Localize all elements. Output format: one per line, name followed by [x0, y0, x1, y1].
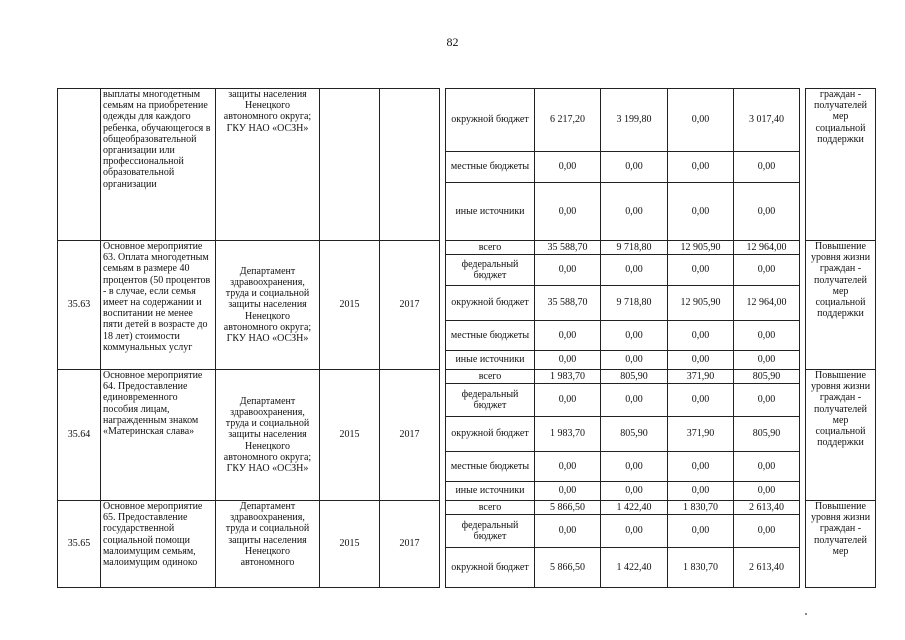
funding-value: 9 718,80: [601, 286, 668, 321]
executor: Департамент здравоохранения, труда и социальной защиты населения Ненецкого автономного округа; ГКУ НАО «ОСЗН»: [216, 370, 320, 501]
funding-value: 0,00: [668, 255, 734, 286]
program-measures-table: [57, 88, 876, 588]
funding-value: 0,00: [535, 152, 601, 183]
funding-value: 0,00: [535, 321, 601, 351]
funding-value: 0,00: [734, 452, 800, 482]
funding-value: 0,00: [668, 482, 734, 501]
funding-value: 2 613,40: [734, 501, 800, 515]
end-year: 2017: [380, 501, 440, 588]
executor: Департамент здравоохранения, труда и социальной защиты населения Ненецкого автономного: [216, 501, 320, 588]
funding-value: 0,00: [668, 321, 734, 351]
table-row: [58, 241, 876, 255]
funding-value: 5 866,50: [535, 548, 601, 588]
funding-value: 0,00: [601, 351, 668, 370]
expected-result: Повышение уровня жизни граждан - получателей мер социальной поддержки: [806, 370, 876, 501]
funding-value: 1 422,40: [601, 548, 668, 588]
funding-value: 0,00: [668, 384, 734, 417]
start-year: 2015: [320, 241, 380, 370]
funding-source: иные источники: [446, 183, 535, 241]
measure-name: выплаты многодетным семьям на приобретение одежды для каждого ребенка, обучающегося в общеобразовательной организации или профессиональной образовательной организации: [101, 89, 216, 241]
funding-value: 9 718,80: [601, 241, 668, 255]
funding-source: окружной бюджет: [446, 548, 535, 588]
funding-value: 0,00: [601, 515, 668, 548]
funding-value: 0,00: [668, 183, 734, 241]
measure-name: Основное мероприятие 64. Предоставление единовременного пособия лицам, награжденным знаком «Материнская слава»: [101, 370, 216, 501]
row-number: 35.63: [58, 241, 101, 370]
end-year: 2017: [380, 370, 440, 501]
funding-value: 12 905,90: [668, 286, 734, 321]
funding-source: всего: [446, 241, 535, 255]
funding-source: федеральный бюджет: [446, 515, 535, 548]
expected-result: граждан - получателей мер социальной поддержки: [806, 89, 876, 241]
page-number: 82: [446, 35, 459, 49]
funding-value: 0,00: [734, 384, 800, 417]
funding-value: 0,00: [601, 183, 668, 241]
funding-value: 0,00: [601, 384, 668, 417]
funding-value: 1 830,70: [668, 501, 734, 515]
funding-source: федеральный бюджет: [446, 384, 535, 417]
funding-value: 1 983,70: [535, 417, 601, 452]
funding-value: 5 866,50: [535, 501, 601, 515]
funding-value: 12 964,00: [734, 286, 800, 321]
funding-value: 1 983,70: [535, 370, 601, 384]
funding-source: иные источники: [446, 351, 535, 370]
funding-value: 12 964,00: [734, 241, 800, 255]
funding-value: 0,00: [601, 452, 668, 482]
funding-value: 0,00: [601, 152, 668, 183]
funding-value: 6 217,20: [535, 89, 601, 152]
measure-name: Основное мероприятие 65. Предоставление государственной социальной помощи малоимущим семьям, малоимущим одиноко: [101, 501, 216, 588]
funding-value: 805,90: [601, 417, 668, 452]
funding-value: 3 017,40: [734, 89, 800, 152]
funding-value: 0,00: [668, 515, 734, 548]
funding-value: 3 199,80: [601, 89, 668, 152]
funding-value: 805,90: [601, 370, 668, 384]
funding-value: 0,00: [601, 321, 668, 351]
funding-value: 0,00: [601, 255, 668, 286]
executor: Департамент здравоохранения, труда и социальной защиты населения Ненецкого автономного округа; ГКУ НАО «ОСЗН»: [216, 241, 320, 370]
funding-value: 1 830,70: [668, 548, 734, 588]
funding-value: 805,90: [734, 370, 800, 384]
start-year: 2015: [320, 370, 380, 501]
funding-value: 0,00: [601, 482, 668, 501]
table-row: [58, 501, 876, 515]
funding-source: окружной бюджет: [446, 286, 535, 321]
funding-value: 0,00: [734, 255, 800, 286]
funding-value: 0,00: [535, 452, 601, 482]
measure-name: Основное мероприятие 63. Оплата многодетным семьям в размере 40 процентов (50 процентов - в случае, если семья имеет на содержании и воспитании не менее пяти детей в возрасте до 18 лет) стоимости коммунальных услуг: [101, 241, 216, 370]
funding-source: всего: [446, 501, 535, 515]
funding-value: 12 905,90: [668, 241, 734, 255]
funding-value: 0,00: [734, 183, 800, 241]
funding-value: 35 588,70: [535, 286, 601, 321]
end-year: [380, 89, 440, 241]
funding-source: окружной бюджет: [446, 89, 535, 152]
row-number: 35.65: [58, 501, 101, 588]
expected-result: Повышение уровня жизни граждан - получателей мер социальной поддержки: [806, 241, 876, 370]
funding-value: 0,00: [734, 321, 800, 351]
table-row: [58, 89, 876, 152]
row-number: 35.64: [58, 370, 101, 501]
funding-value: 371,90: [668, 370, 734, 384]
funding-source: местные бюджеты: [446, 152, 535, 183]
funding-value: 0,00: [668, 351, 734, 370]
row-number: [58, 89, 101, 241]
table-row: [58, 370, 876, 384]
start-year: 2015: [320, 501, 380, 588]
end-year: 2017: [380, 241, 440, 370]
funding-value: 0,00: [535, 482, 601, 501]
expected-result: Повышение уровня жизни граждан - получателей мер: [806, 501, 876, 588]
funding-value: 0,00: [535, 183, 601, 241]
funding-source: окружной бюджет: [446, 417, 535, 452]
scan-speck: [805, 613, 807, 615]
funding-value: 0,00: [734, 152, 800, 183]
funding-source: местные бюджеты: [446, 452, 535, 482]
funding-source: иные источники: [446, 482, 535, 501]
funding-value: 371,90: [668, 417, 734, 452]
funding-source: всего: [446, 370, 535, 384]
funding-value: 0,00: [668, 452, 734, 482]
executor: защиты населения Ненецкого автономного округа; ГКУ НАО «ОСЗН»: [216, 89, 320, 241]
funding-value: 0,00: [734, 351, 800, 370]
funding-value: 1 422,40: [601, 501, 668, 515]
funding-value: 0,00: [734, 482, 800, 501]
funding-source: местные бюджеты: [446, 321, 535, 351]
funding-value: 0,00: [535, 384, 601, 417]
funding-value: 0,00: [734, 515, 800, 548]
funding-value: 0,00: [535, 255, 601, 286]
funding-value: 35 588,70: [535, 241, 601, 255]
funding-source: федеральный бюджет: [446, 255, 535, 286]
funding-value: 805,90: [734, 417, 800, 452]
funding-value: 2 613,40: [734, 548, 800, 588]
start-year: [320, 89, 380, 241]
funding-value: 0,00: [535, 515, 601, 548]
funding-value: 0,00: [535, 351, 601, 370]
funding-value: 0,00: [668, 152, 734, 183]
funding-value: 0,00: [668, 89, 734, 152]
